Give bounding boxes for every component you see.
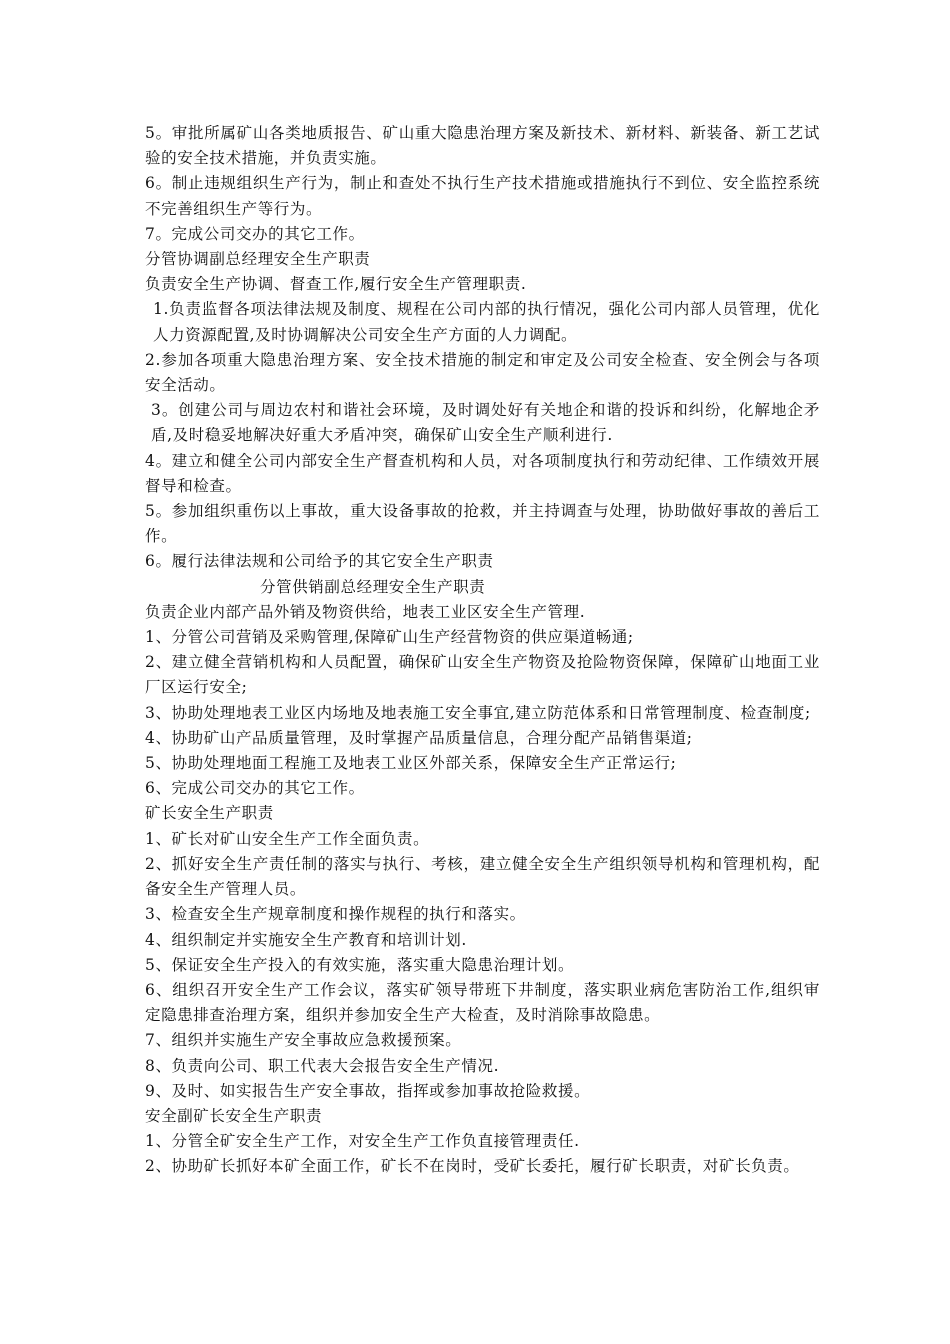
paragraph: 5、协助处理地面工程施工及地表工业区外部关系，保障安全生产正常运行; — [145, 754, 677, 773]
section-heading: 矿长安全生产职责 — [145, 804, 274, 823]
paragraph: 1、分管公司营销及采购管理,保障矿山生产经营物资的供应渠道畅通; — [145, 628, 634, 647]
paragraph: 2、协助矿长抓好本矿全面工作，矿长不在岗时，受矿长委托，履行矿长职责，对矿长负责。 — [145, 1157, 800, 1176]
paragraph: 2、抓好安全生产责任制的落实与执行、考核，建立健全安全生产组织领导机构和管理机构，配备安全生产管理人员。 — [145, 854, 820, 899]
paragraph: 6。履行法律法规和公司给予的其它安全生产职责 — [145, 552, 494, 571]
section-heading: 分管供销副总经理安全生产职责 — [260, 577, 486, 596]
paragraph: 负责安全生产协调、督查工作,履行安全生产管理职责. — [145, 275, 527, 294]
document-body — [145, 121, 820, 1180]
paragraph: 7、组织并实施生产安全事故应急救援预案。 — [145, 1031, 462, 1050]
paragraph: 5、保证安全生产投入的有效实施，落实重大隐患治理计划。 — [145, 955, 575, 974]
paragraph: 6、完成公司交办的其它工作。 — [145, 779, 365, 798]
section-heading: 分管协调副总经理安全生产职责 — [145, 250, 371, 269]
paragraph: 3、检查安全生产规章制度和操作规程的执行和落实。 — [145, 905, 526, 924]
paragraph: 4。建立和健全公司内部安全生产督查机构和人员，对各项制度执行和劳动纪律、工作绩效开展督导和检查。 — [145, 451, 820, 495]
paragraph: 2.参加各项重大隐患治理方案、安全技术措施的制定和审定及公司安全检查、安全例会与各项安全活动。 — [145, 350, 820, 395]
paragraph: 3、协助处理地表工业区内场地及地表施工安全事宜,建立防范体系和日常管理制度、检查制度; — [145, 703, 811, 722]
paragraph: 4、协助矿山产品质量管理，及时掌握产品质量信息，合理分配产品销售渠道; — [145, 728, 693, 747]
paragraph: 9、及时、如实报告生产安全事故，指挥或参加事故抢险救援。 — [145, 1081, 591, 1100]
paragraph: 5。审批所属矿山各类地质报告、矿山重大隐患治理方案及新技术、新材料、新装备、新工艺试验的安全技术措施，并负责实施。 — [145, 124, 820, 168]
paragraph: 负责企业内部产品外销及物资供给，地表工业区安全生产管理. — [145, 602, 586, 621]
paragraph: 8、负责向公司、职工代表大会报告安全生产情况. — [145, 1056, 500, 1075]
section-heading: 安全副矿长安全生产职责 — [145, 1106, 323, 1125]
paragraph: 3。创建公司与周边农村和谐社会环境，及时调处好有关地企和谐的投诉和纠纷，化解地企矛盾,及时稳妥地解决好重大矛盾冲突，确保矿山安全生产顺利进行. — [151, 401, 820, 445]
paragraph: 7。完成公司交办的其它工作。 — [145, 224, 365, 243]
paragraph: 6。制止违规组织生产行为，制止和查处不执行生产技术措施或措施执行不到位、安全监控系统不完善组织生产等行为。 — [145, 174, 820, 218]
paragraph: 1、矿长对矿山安全生产工作全面负责。 — [145, 829, 430, 848]
paragraph: 1.负责监督各项法律法规及制度、规程在公司内部的执行情况，强化公司内部人员管理，优化人力资源配置,及时协调解决公司安全生产方面的人力调配。 — [153, 300, 820, 344]
paragraph: 2、建立健全营销机构和人员配置，确保矿山安全生产物资及抢险物资保障，保障矿山地面工业厂区运行安全; — [145, 653, 820, 697]
paragraph: 1、分管全矿安全生产工作，对安全生产工作负直接管理责任. — [145, 1132, 580, 1151]
paragraph: 6、组织召开安全生产工作会议，落实矿领导带班下井制度，落实职业病危害防治工作,组织审定隐患排查治理方案，组织并参加安全生产大检查，及时消除事故隐患。 — [145, 980, 820, 1025]
paragraph: 4、组织制定并实施安全生产教育和培训计划. — [145, 930, 467, 949]
paragraph: 5。参加组织重伤以上事故，重大设备事故的抢救，并主持调查与处理，协助做好事故的善后工作。 — [145, 502, 820, 546]
